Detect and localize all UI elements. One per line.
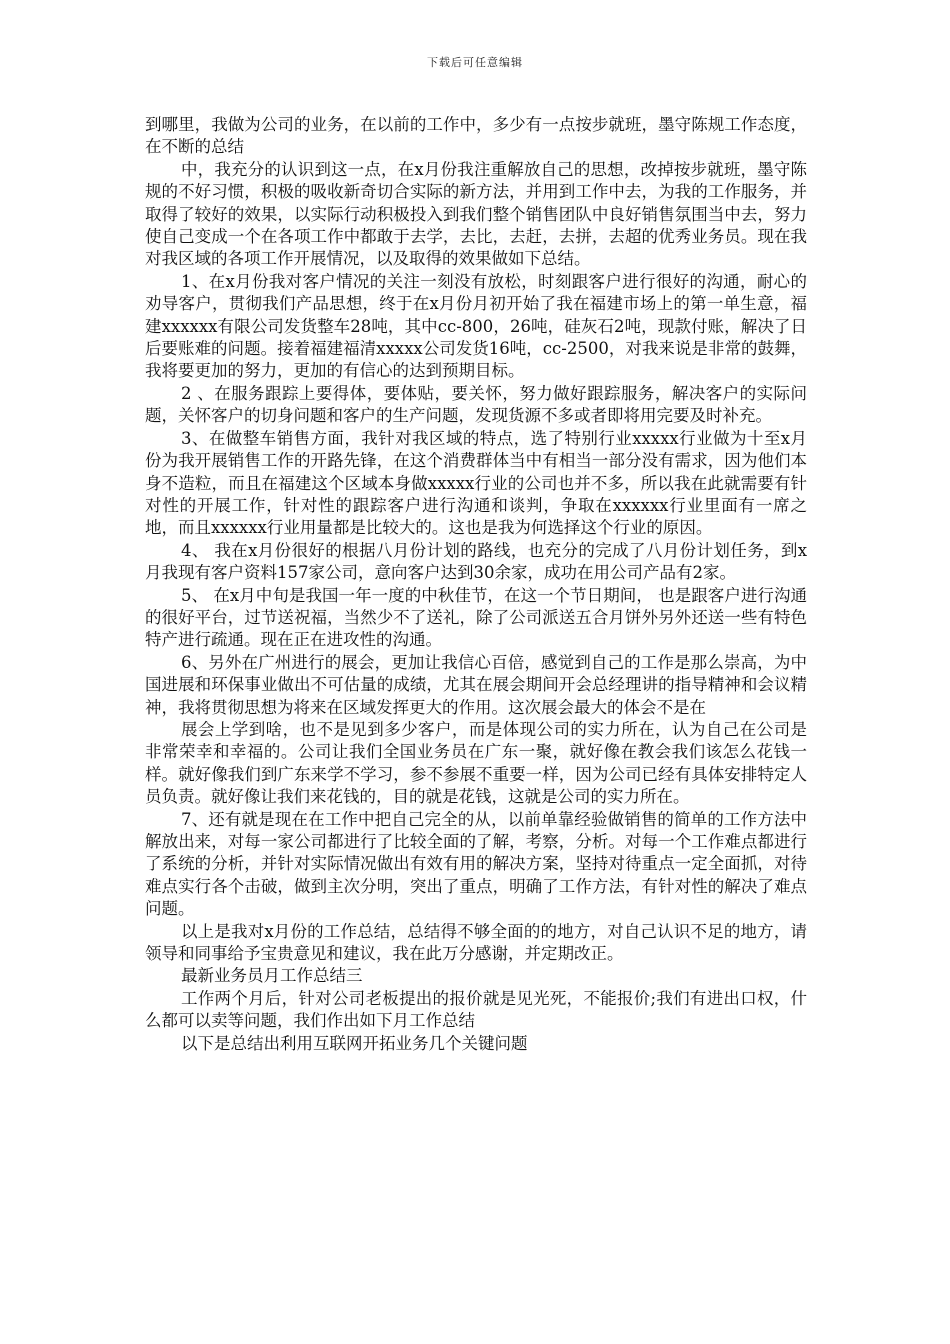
section-heading: 最新业务员月工作总结三 bbox=[181, 966, 363, 986]
paragraph: 以下是总结出利用互联网开拓业务几个关键问题 bbox=[181, 1033, 528, 1053]
paragraph: 中，我充分的认识到这一点，在x月份我注重解放自己的思想，改掉按步就班，墨守陈规的不好习惯，积极的吸收新奇切合实际的新方法，并用到工作中去，为我的工作服务，并取得了较好的效果，以实际行动积极投入到我们整个销售团队中良好销售氛围当中去，努力使自己变成一个在各项工作中都敢于去学，去比，去赶，去拼，去超的优秀业务员。现在我对我区域的各项工作开展情况，以及取得的效果做如下总结。 bbox=[145, 159, 807, 269]
paragraph: 展会上学到啥，也不是见到多少客户，而是体现公司的实力所在，认为自己在公司是非常荣幸和幸福的。公司让我们全国业务员在广东一聚，就好像在教会我们该怎么花钱一样。就好像我们到广东来学不学习，参不参展不重要一样，因为公司已经有具体安排特定人员负责。就好像让我们来花钱的，目的就是花钱，这就是公司的实力所在。 bbox=[145, 719, 807, 807]
paragraph: 1、在x月份我对客户情况的关注一刻没有放松，时刻跟客户进行很好的沟通，耐心的劝导客户，贯彻我们产品思想，终于在x月份月初开始了我在福建市场上的第一单生意，福建xxxxxx有限公司发货整车28吨，其中cc-800，26吨，硅灰石2吨，现款付账，解决了日后要账难的问题。接着福建福清xxxxx公司发货16吨，cc-2500，对我来说是非常的鼓舞，我将要更加的努力，更加的有信心的达到预期目标。 bbox=[145, 271, 807, 381]
paragraph: 5、 在x月中旬是我国一年一度的中秋佳节，在这一个节日期间， 也是跟客户进行沟通的很好平台，过节送祝福，当然少不了送礼，除了公司派送五合月饼外另外还送一些有特色特产进行疏通。现在正在进攻性的沟通。 bbox=[145, 585, 807, 650]
paragraph: 2 、在服务跟踪上要得体，要体贴，要关怀，努力做好跟踪服务，解决客户的实际问题，关怀客户的切身问题和客户的生产问题，发现货源不多或者即将用完要及时补充。 bbox=[145, 383, 807, 426]
document-body bbox=[145, 114, 807, 1055]
paragraph: 到哪里，我做为公司的业务，在以前的工作中，多少有一点按步就班，墨守陈规工作态度，在不断的总结 bbox=[145, 115, 807, 157]
paragraph: 3、在做整车销售方面，我针对我区域的特点，选了特别行业xxxxx行业做为十至x月份为我开展销售工作的开路先锋，在这个消费群体当中有相当一部分没有需求，因为他们本身不造粒，而且在福建这个区域本身做xxxxx行业的公司也并不多，所以我在此就需要有针对性的开展工作，针对性的跟踪客户进行沟通和谈判，争取在xxxxxx行业里面有一席之地，而且xxxxxx行业用量都是比较大的。这也是我为何选择这个行业的原因。 bbox=[145, 428, 807, 538]
paragraph: 工作两个月后，针对公司老板提出的报价就是见光死，不能报价;我们有进出口权，什么都可以卖等问题，我们作出如下月工作总结 bbox=[145, 988, 807, 1031]
paragraph: 6、另外在广州进行的展会，更加让我信心百倍，感觉到自己的工作是那么崇高，为中国进展和环保事业做出不可估量的成绩，尤其在展会期间开会总经理讲的指导精神和会议精神，我将贯彻思想为将来在区域发挥更大的作用。这次展会最大的体会不是在 bbox=[145, 652, 807, 717]
paragraph: 7、还有就是现在在工作中把自己完全的从，以前单靠经验做销售的简单的工作方法中解放出来，对每一家公司都进行了比较全面的了解，考察，分析。对每一个工作难点都进行了系统的分析，并针对实际情况做出有效有用的解决方案，坚持对待重点一定全面抓，对待难点实行各个击破，做到主次分明，突出了重点，明确了工作方法，有针对性的解决了难点问题。 bbox=[145, 809, 807, 919]
paragraph: 4、 我在x月份很好的根据八月份计划的路线，也充分的完成了八月份计划任务，到x月我现有客户资料157家公司，意向客户达到30余家，成功在用公司产品有2家。 bbox=[145, 540, 807, 583]
paragraph: 以上是我对x月份的工作总结，总结得不够全面的的地方，对自己认识不足的地方，请领导和同事给予宝贵意见和建议，我在此万分感谢，并定期改正。 bbox=[145, 921, 807, 964]
page-header: 下载后可任意编辑 bbox=[427, 56, 523, 69]
